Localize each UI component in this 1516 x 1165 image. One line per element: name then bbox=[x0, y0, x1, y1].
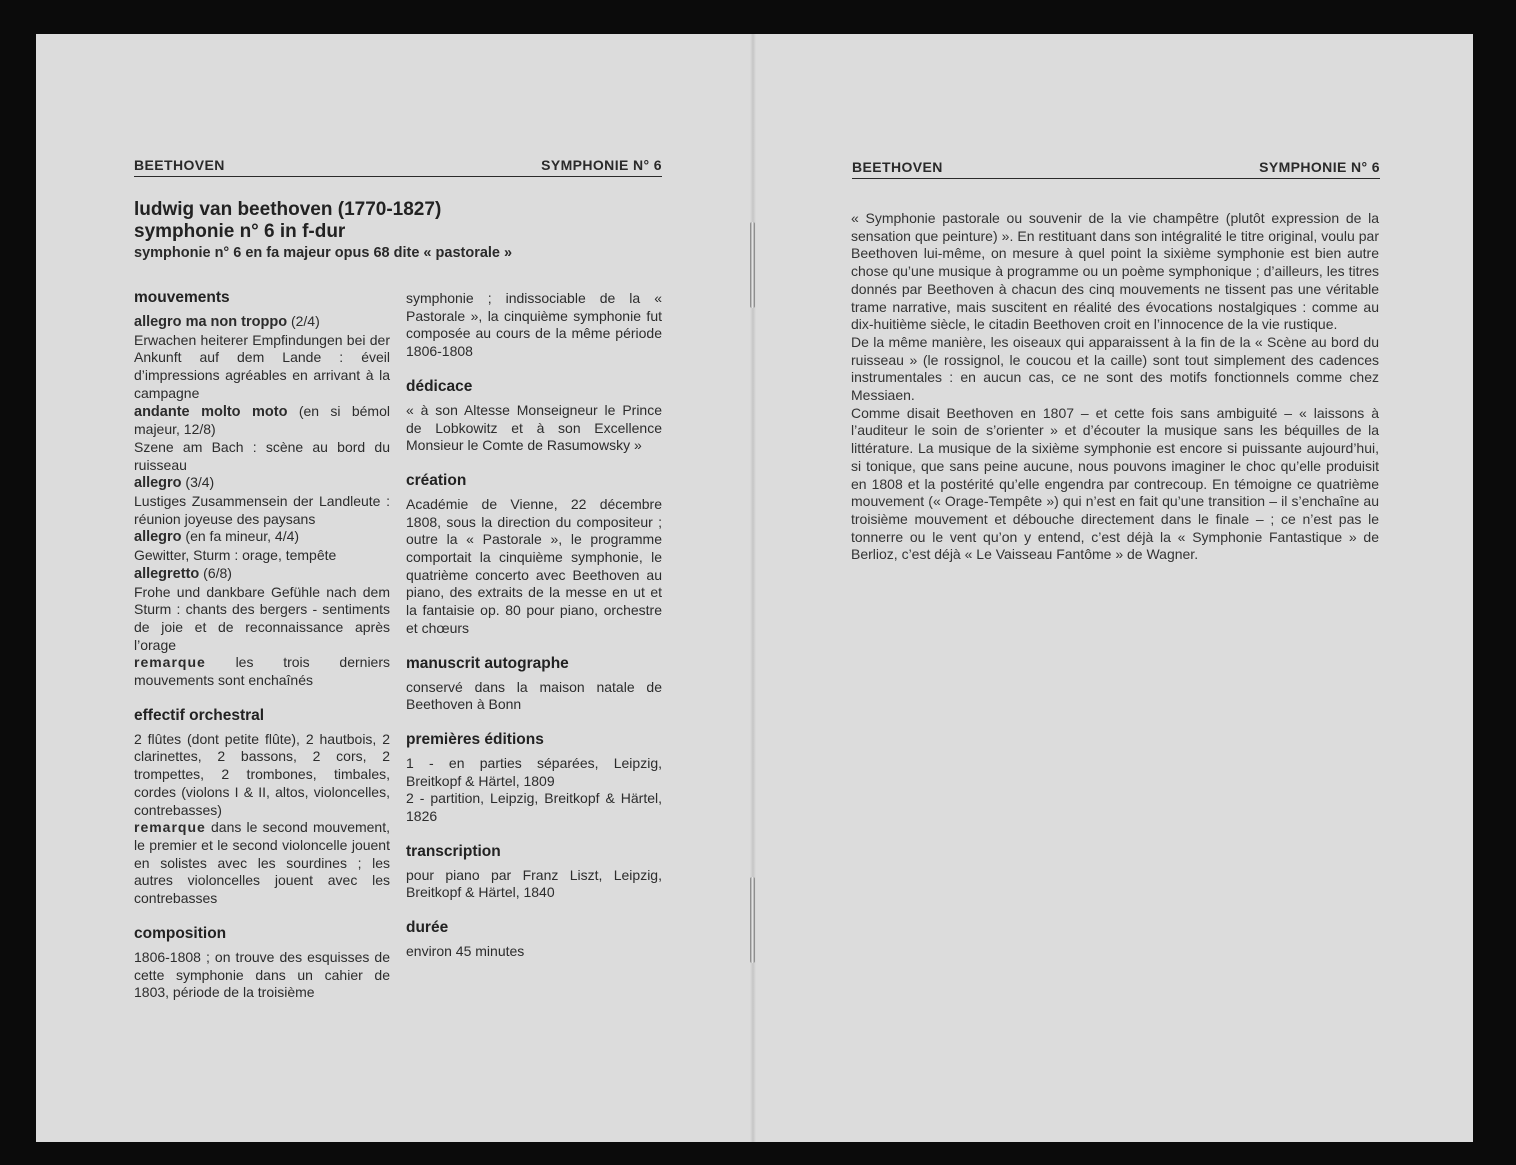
work-title-german: symphonie n° 6 in f-dur bbox=[134, 221, 346, 242]
movement-desc: Frohe und dankbare Gefühle nach dem Sturm : chants des bergers - sentiments de joie et de reconnaissance après l’orage bbox=[134, 583, 390, 653]
mouvements-section bbox=[134, 288, 390, 690]
movement-item: andante molto moto (en si bémol majeur, 12/8) bbox=[134, 402, 390, 438]
header-work: SYMPHONIE N° 6 bbox=[541, 157, 662, 173]
duree-section bbox=[406, 918, 662, 961]
composition-continued-text: symphonie ; indissociable de la « Pastorale », la cinquième symphonie fut composée au cours de la même période 1806-1808 bbox=[406, 290, 662, 360]
dedicace-text: « à son Altesse Monseigneur le Prince de Lobkowitz et à son Excellence Monsieur le Comte de Rasumowsky » bbox=[406, 401, 662, 454]
movement-item: allegro (en fa mineur, 4/4) bbox=[134, 528, 300, 546]
duree-text: environ 45 minutes bbox=[406, 943, 525, 960]
essay-paragraph: Comme disait Beethoven en 1807 – et cette fois sans ambiguité – « laissons à l’auditeur le soin de s’orienter » et d’écouter la musique sans les béquilles de la littérature. La musique de la sixième symphonie est encore si puissante aujourd’hui, si tonique, que sans peine aucune, nous pouvons imaginer le choc qu’elle produisit en 1808 et la postérité qu’elle engendra par contrecoup. En témoigne ce quatrième mouvement (« Orage-Tempête ») qui n’est en fait qu’une transition – il s’enchaîne au troisième mouvement et débouche directement dans le finale – ; ce n’est pas le tonnerre ou le vent qu’on y entend, c’est déjà la « Symphonie Fantastique » de Berlioz, c’est déjà « Le Vaisseau Fantôme » de Wagner. bbox=[851, 404, 1379, 563]
bottom-staple bbox=[750, 877, 755, 963]
transcription-section bbox=[406, 842, 662, 902]
mouvements-heading: mouvements bbox=[134, 289, 230, 306]
top-staple bbox=[750, 222, 755, 308]
manuscrit-heading: manuscrit autographe bbox=[406, 654, 569, 672]
transcription-text: pour piano par Franz Liszt, Leipzig, Breitkopf & Härtel, 1840 bbox=[406, 866, 662, 901]
composition-heading: composition bbox=[134, 924, 227, 942]
creation-section bbox=[406, 471, 662, 638]
movement-desc: Erwachen heiterer Empfindungen bei der Ankunft auf dem Lande : éveil d’impressions agréables en arrivant à la campagne bbox=[134, 331, 390, 401]
edition-line: 2 - partition, Leipzig, Breitkopf & Härtel, 1826 bbox=[406, 790, 662, 825]
composer-title: ludwig van beethoven (1770-1827) bbox=[134, 199, 442, 220]
effectif-section bbox=[134, 706, 390, 908]
movement-desc: Szene am Bach : scène au bord du ruisseau bbox=[134, 438, 390, 473]
effectif-heading: effectif orchestral bbox=[134, 706, 265, 724]
duree-heading: durée bbox=[406, 919, 449, 937]
header-composer: BEETHOVEN bbox=[134, 157, 225, 173]
dedicace-section bbox=[406, 377, 662, 455]
movement-item: allegretto (6/8) bbox=[134, 564, 232, 582]
booklet-spread bbox=[36, 34, 1473, 1142]
composition-section bbox=[134, 924, 390, 1002]
effectif-remark: remarque dans le second mouvement, le premier et le second violoncelle jouent en solistes avec les sourdines ; les autres violoncelles jouent avec les contrebasses bbox=[134, 819, 390, 907]
center-fold bbox=[750, 34, 756, 1142]
mouvements-remark: remarque les trois derniers mouvements sont enchaînés bbox=[134, 654, 390, 689]
creation-text: Académie de Vienne, 22 décembre 1808, sous la direction du compositeur ; outre la « Pastorale », le programme comportait la cinquième symphonie, le quatrième concerto avec Beethoven au piano, des extraits de la messe en ut et la fantaisie op. 80 pour piano, orchestre et chœurs bbox=[406, 495, 662, 636]
composition-text: 1806-1808 ; on trouve des esquisses de cette symphonie dans un cahier de 1803, période de la troisième bbox=[134, 948, 390, 1001]
essay-paragraph: « Symphonie pastorale ou souvenir de la vie champêtre (plutôt expression de la sensation que peinture) ». En restituant dans son intégralité le titre original, voulu par Beethoven lui-même, on mesure à quel point la sixième symphonie est bien autre chose qu’une musique à programme ou un poème symphonique ; d’ailleurs, les titres donnés par Beethoven à chacun des cinq mouvements ne tissent pas une véritable trame narrative, mais suscitent en réalité des évocations nostalgiques : comme au dix-huitième siècle, le citadin Beethoven croit en l’innocence de la vie rustique. bbox=[851, 210, 1379, 333]
edition-line: 1 - en parties séparées, Leipzig, Breitkopf & Härtel, 1809 bbox=[406, 754, 662, 789]
essay-text bbox=[851, 210, 1379, 564]
middle-column bbox=[406, 290, 662, 977]
header-composer: BEETHOVEN bbox=[852, 159, 943, 175]
manuscrit-text: conservé dans la maison natale de Beethoven à Bonn bbox=[406, 678, 662, 713]
effectif-text: 2 flûtes (dont petite flûte), 2 hautbois, 2 clarinettes, 2 bassons, 2 cors, 2 trompettes, 2 trombones, timbales, cordes (violons I & II, altos, violoncelles, contrebasses) bbox=[134, 730, 390, 818]
title-block bbox=[134, 199, 674, 263]
work-title-french: symphonie n° 6 en fa majeur opus 68 dite « pastorale » bbox=[134, 245, 513, 261]
composition-continued bbox=[406, 290, 662, 361]
creation-heading: création bbox=[406, 471, 467, 489]
transcription-heading: transcription bbox=[406, 842, 501, 860]
editions-heading: premières éditions bbox=[406, 730, 544, 748]
movement-item: allegro ma non troppo (2/4) bbox=[134, 313, 320, 330]
left-page-header bbox=[134, 156, 662, 177]
movement-desc: Gewitter, Sturm : orage, tempête bbox=[134, 547, 337, 564]
dedicace-heading: dédicace bbox=[406, 377, 473, 395]
editions-section bbox=[406, 730, 662, 826]
movement-item: allegro (3/4) bbox=[134, 474, 215, 492]
essay-paragraph: De la même manière, les oiseaux qui apparaissent à la fin de la « Scène au bord du ruisseau » (le rossignol, le coucou et la caille) sont tout simplement des cadences instrumentales : en aucun cas, ce ne sont des motifs fonctionnels comme chez Messiaen. bbox=[851, 333, 1379, 404]
movement-desc: Lustiges Zusammensein der Landleute : réunion joyeuse des paysans bbox=[134, 493, 390, 527]
header-work: SYMPHONIE N° 6 bbox=[1259, 159, 1380, 175]
manuscrit-section bbox=[406, 654, 662, 714]
right-page-header bbox=[852, 158, 1380, 179]
left-column bbox=[134, 288, 390, 1018]
